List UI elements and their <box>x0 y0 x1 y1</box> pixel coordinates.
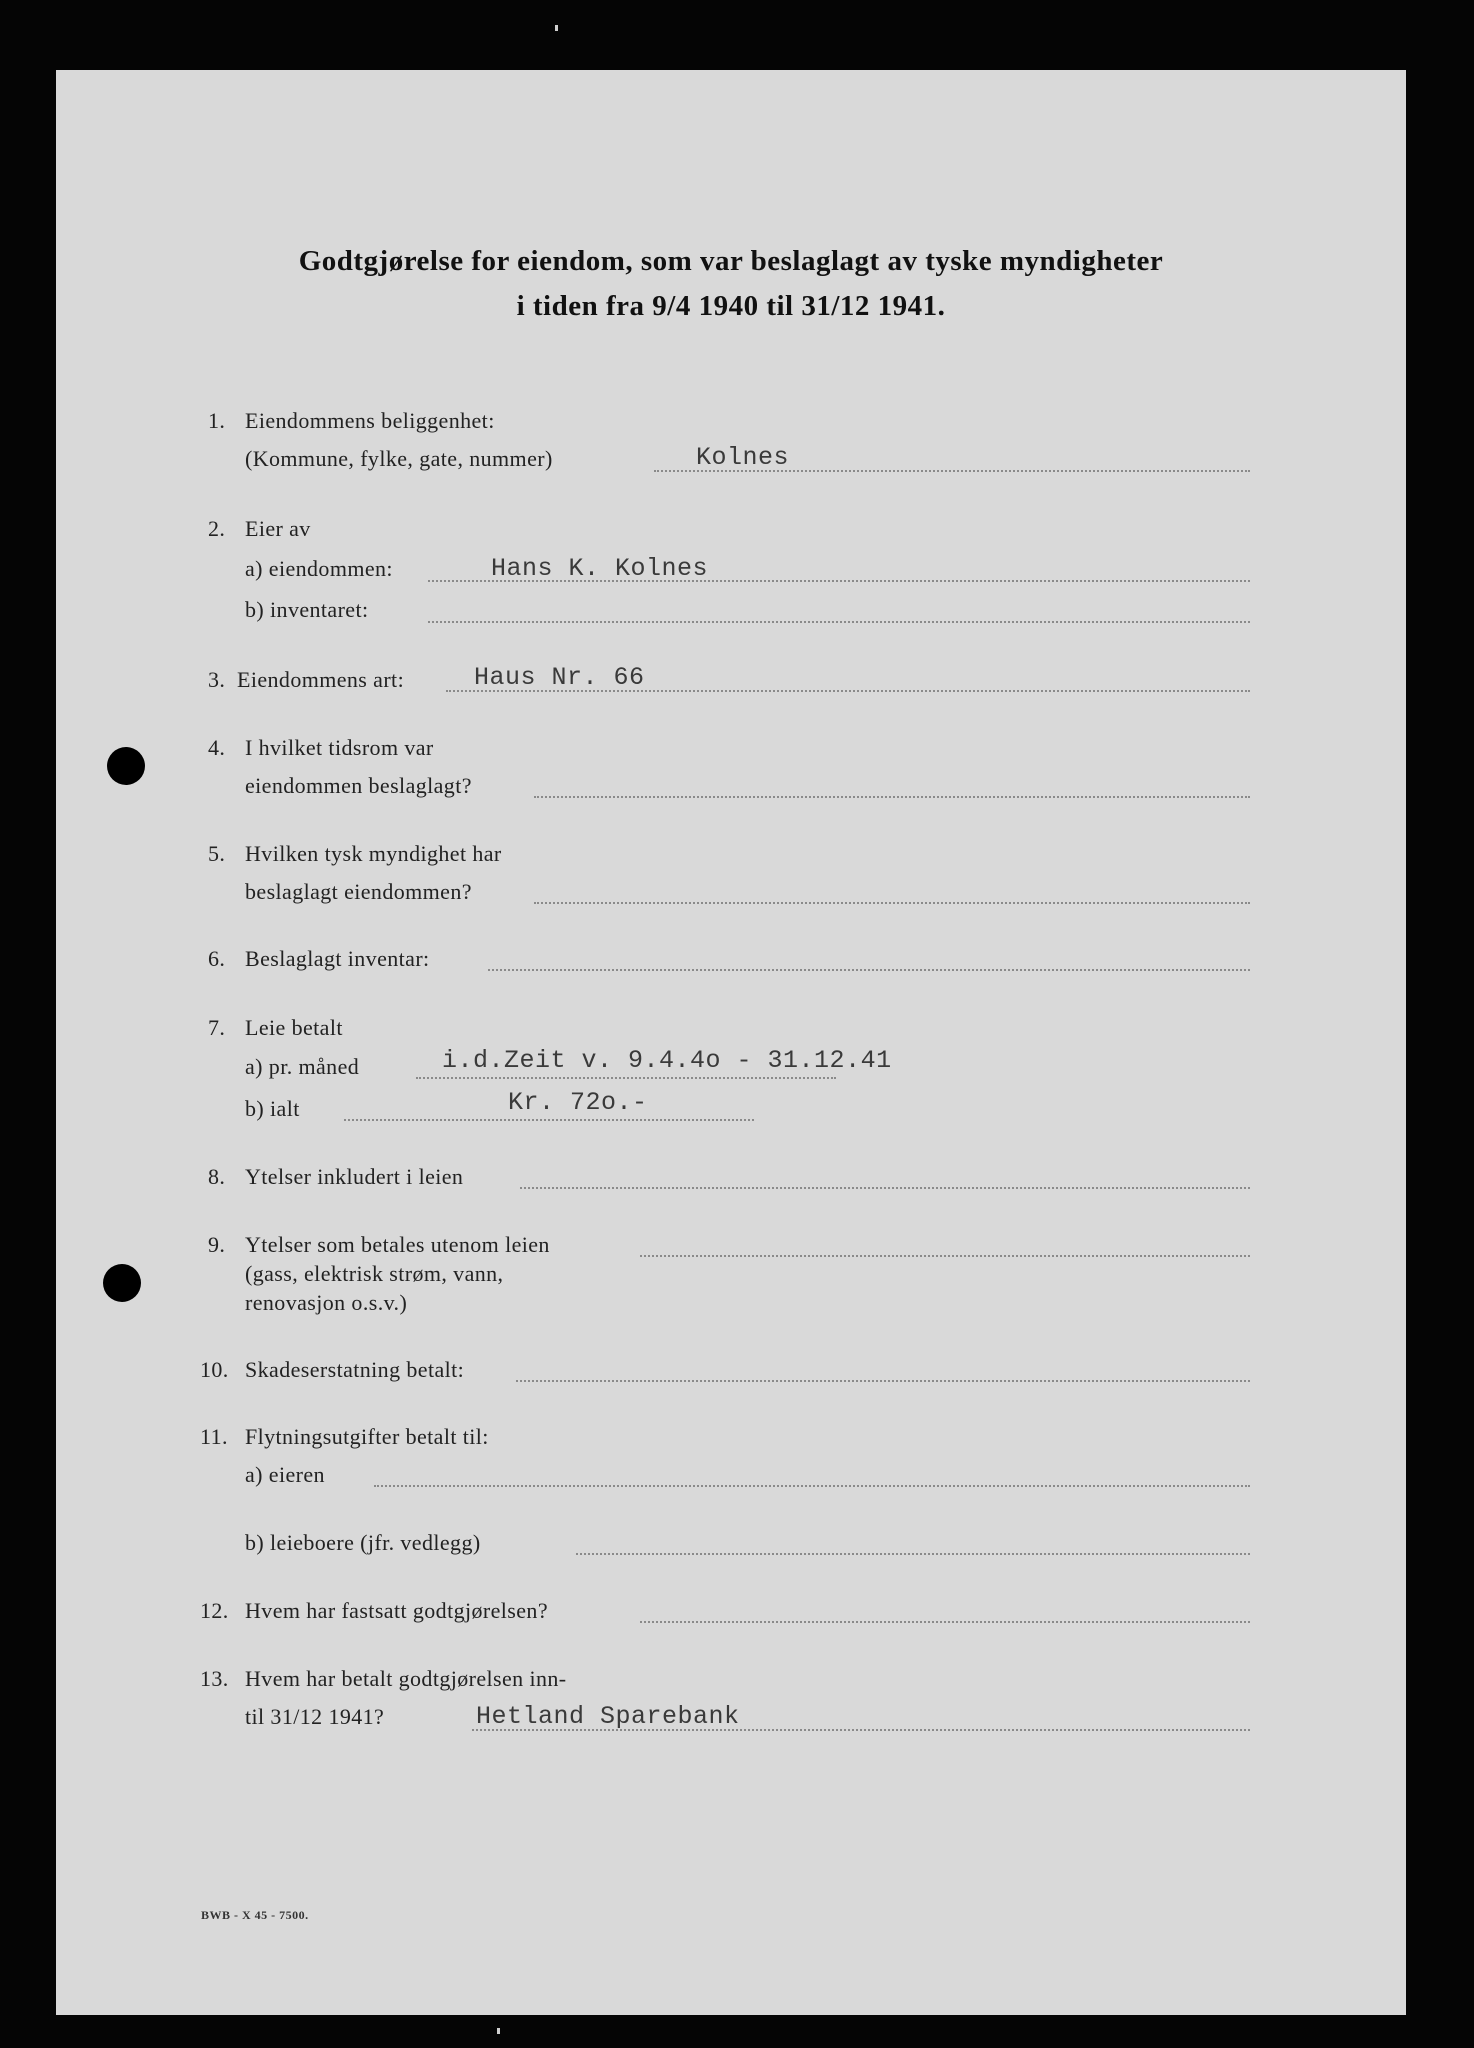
item-8-label: Ytelser inkludert i leien <box>245 1164 464 1189</box>
item-13-label-cont: til 31/12 1941? <box>245 1704 385 1729</box>
item-11a-answer-line <box>374 1485 1250 1487</box>
item-5-number: 5. <box>208 841 226 866</box>
item-10-label: Skadeserstatning betalt: <box>245 1357 465 1382</box>
item-9-label-cont-2: renovasjon o.s.v.) <box>245 1290 408 1315</box>
item-9-label: Ytelser som betales utenom leien <box>245 1232 550 1257</box>
item-13-number: 13. <box>200 1666 229 1691</box>
item-8-number: 8. <box>208 1164 226 1189</box>
item-9-number: 9. <box>208 1232 226 1257</box>
item-5-answer-line <box>534 902 1250 904</box>
item-2-label: Eier av <box>245 516 311 541</box>
punch-hole-lower <box>103 1264 141 1302</box>
item-10-number: 10. <box>200 1357 229 1382</box>
item-11a-label: a) eieren <box>245 1462 325 1487</box>
item-1-sublabel: (Kommune, fylke, gate, nummer) <box>245 446 553 471</box>
item-2b-label: b) inventaret: <box>245 597 369 622</box>
item-2b-answer-line <box>428 621 1250 623</box>
item-8-answer-line <box>520 1187 1250 1189</box>
item-6-answer-line <box>488 969 1250 971</box>
item-7-label: Leie betalt <box>245 1015 343 1040</box>
scan-speck <box>497 2028 500 2034</box>
item-11b-answer-line <box>576 1553 1250 1555</box>
item-12-number: 12. <box>200 1598 229 1623</box>
item-2a-label: a) eiendommen: <box>245 556 393 581</box>
item-11-number: 11. <box>200 1424 228 1449</box>
item-7a-label: a) pr. måned <box>245 1054 360 1079</box>
scan-speck <box>555 25 558 31</box>
item-11-label: Flytningsutgifter betalt til: <box>245 1424 489 1449</box>
item-13-answer: Hetland Sparebank <box>476 1702 740 1731</box>
print-code: BWB - X 45 - 7500. <box>201 1908 309 1922</box>
item-9-answer-line <box>640 1255 1250 1257</box>
item-7-number: 7. <box>208 1015 226 1040</box>
item-12-label: Hvem har fastsatt godtgjørelsen? <box>245 1598 548 1623</box>
item-4-answer-line <box>534 796 1250 798</box>
item-4-number: 4. <box>208 735 226 760</box>
item-7b-answer: Kr. 72o.- <box>508 1088 648 1117</box>
item-3-number: 3. <box>208 667 226 692</box>
item-4-label-cont: eiendommen beslaglagt? <box>245 773 472 798</box>
item-5-label-cont: beslaglagt eiendommen? <box>245 879 472 904</box>
item-4-label: I hvilket tidsrom var <box>245 735 434 760</box>
item-6-number: 6. <box>208 946 226 971</box>
item-1-label: Eiendommens beliggenhet: <box>245 408 495 433</box>
item-3-label: Eiendommens art: <box>237 667 405 692</box>
item-2-number: 2. <box>208 516 226 541</box>
item-7a-answer: i.d.Zeit v. 9.4.4o - 31.12.41 <box>442 1046 892 1075</box>
punch-hole-upper <box>107 747 145 785</box>
item-6-label: Beslaglagt inventar: <box>245 946 430 971</box>
item-12-answer-line <box>640 1621 1250 1623</box>
item-13-label: Hvem har betalt godtgjørelsen inn- <box>245 1666 567 1691</box>
item-9-label-cont: (gass, elektrisk strøm, vann, <box>245 1261 504 1286</box>
form-title-line-2: i tiden fra 9/4 1940 til 31/12 1941. <box>516 290 946 322</box>
form-page <box>56 70 1406 2015</box>
item-7b-label: b) ialt <box>245 1096 300 1121</box>
item-7a-answer-line <box>416 1077 836 1079</box>
item-7b-answer-line <box>344 1119 754 1121</box>
item-2a-answer: Hans K. Kolnes <box>491 554 709 583</box>
form-title-line-1: Godtgjørelse for eiendom, som var beslaglagt av tyske myndigheter <box>298 245 1164 277</box>
item-5-label: Hvilken tysk myndighet har <box>245 841 502 866</box>
item-1-answer: Kolnes <box>696 443 790 472</box>
item-1-number: 1. <box>208 408 226 433</box>
item-11b-label: b) leieboere (jfr. vedlegg) <box>245 1530 481 1555</box>
item-10-answer-line <box>516 1380 1250 1382</box>
item-3-answer: Haus Nr. 66 <box>474 663 645 692</box>
